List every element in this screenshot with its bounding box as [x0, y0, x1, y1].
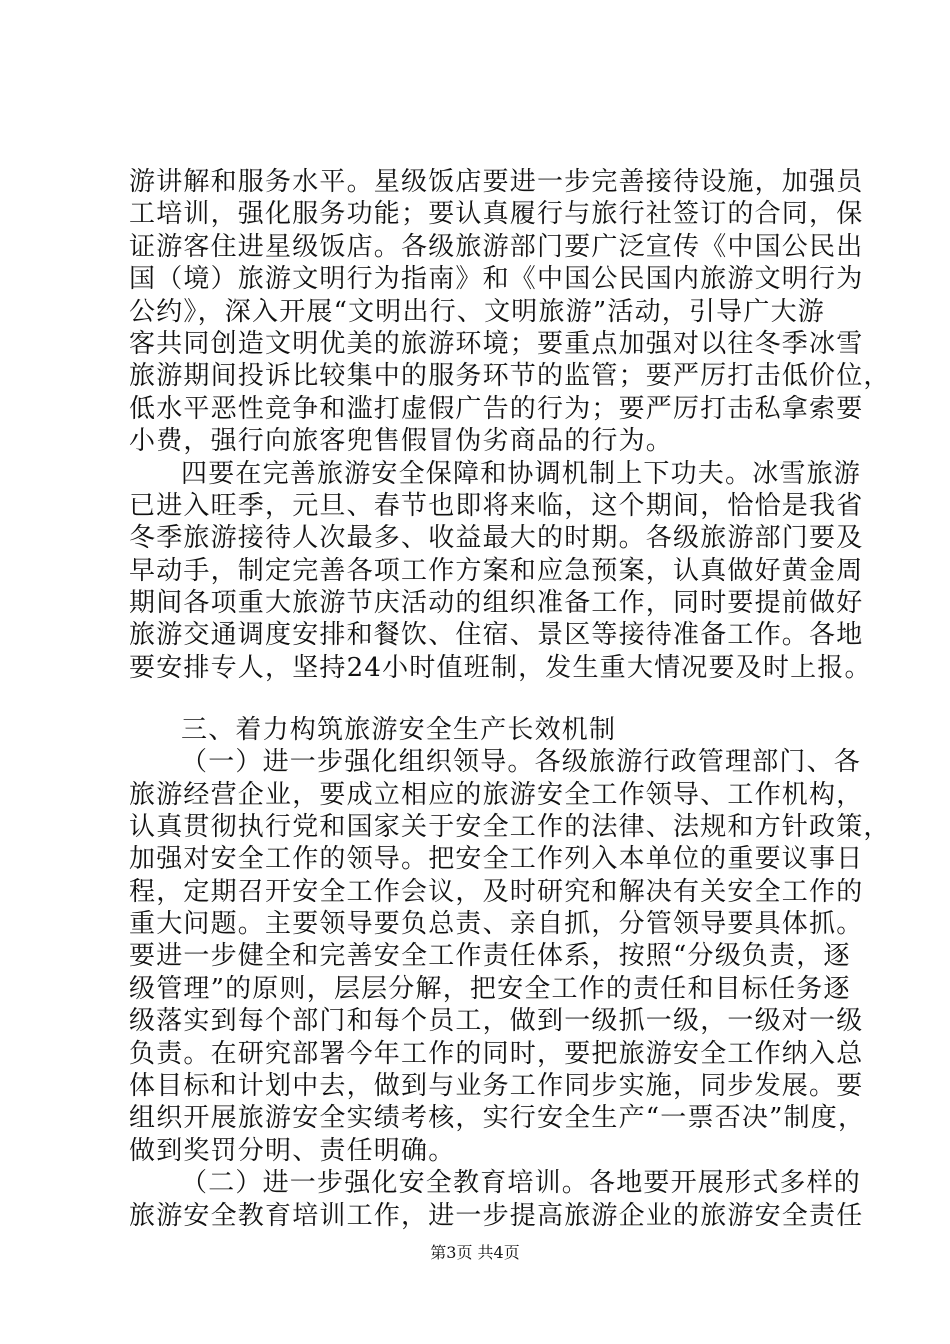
text-line: 加强对安全工作的领导。把安全工作列入本单位的重要议事日: [129, 844, 864, 874]
text-line: 做到奖罚分明、责任明确。: [129, 1136, 456, 1166]
paragraph-start-line: （一）进一步强化组织领导。各级旅游行政管理部门、各: [181, 747, 862, 777]
text-line: 旅游期间投诉比较集中的服务环节的监管；要严厉打击低价位，: [129, 361, 891, 391]
text-line: 负责。在研究部署今年工作的同时，要把旅游安全工作纳入总: [129, 1039, 864, 1069]
text-line: 客共同创造文明优美的旅游环境；要重点加强对以往冬季冰雪: [129, 329, 864, 359]
text-line: 体目标和计划中去，做到与业务工作同步实施，同步发展。要: [129, 1071, 864, 1101]
text-line: 旅游经营企业，要成立相应的旅游安全工作领导、工作机构，: [129, 780, 864, 810]
text-line: 游讲解和服务水平。星级饭店要进一步完善接待设施，加强员: [129, 167, 864, 197]
page-number-footer: 第3页 共4页: [430, 1243, 520, 1262]
text-line: 旅游安全教育培训工作，进一步提高旅游企业的旅游安全责任: [129, 1201, 864, 1231]
text-line: 冬季旅游接待人次最多、收益最大的时期。各级旅游部门要及: [129, 523, 864, 553]
text-line: 重大问题。主要领导要负总责、亲自抓，分管领导要具体抓。: [129, 909, 864, 939]
text-line: 期间各项重大旅游节庆活动的组织准备工作，同时要提前做好: [129, 588, 864, 618]
section-heading: 三、着力构筑旅游安全生产长效机制: [181, 715, 617, 745]
text-line: 小费，强行向旅客兜售假冒伪劣商品的行为。: [129, 426, 674, 456]
text-line: 程，定期召开安全工作会议，及时研究和解决有关安全工作的: [129, 877, 864, 907]
text-line: 已进入旺季，元旦、春节也即将来临，这个期间，恰恰是我省: [129, 491, 864, 521]
text-line: 认真贯彻执行党和国家关于安全工作的法律、法规和方针政策，: [129, 812, 891, 842]
text-line: 早动手，制定完善各项工作方案和应急预案，认真做好黄金周: [129, 556, 864, 586]
text-line: 公约》，深入开展“文明出行、文明旅游”活动，引导广大游: [129, 297, 825, 327]
text-line: 低水平恶性竞争和滥打虚假广告的行为；要严厉打击私拿索要: [129, 394, 864, 424]
text-line: 旅游交通调度安排和餐饮、住宿、景区等接待准备工作。各地: [129, 620, 864, 650]
text-line: 组织开展旅游安全实绩考核，实行安全生产“一票否决”制度，: [129, 1103, 866, 1133]
paragraph-start-line: （二）进一步强化安全教育培训。各地要开展形式多样的: [181, 1168, 862, 1198]
text-line: 要安排专人，坚持24小时值班制，发生重大情况要及时上报。: [129, 653, 872, 683]
text-line: 国（境）旅游文明行为指南》和《中国公民国内旅游文明行为: [129, 264, 864, 294]
paragraph-start-line: 四要在完善旅游安全保障和协调机制上下功夫。冰雪旅游: [181, 459, 862, 489]
text-line: 工培训，强化服务功能；要认真履行与旅行社签订的合同，保: [129, 199, 864, 229]
text-line: 级落实到每个部门和每个员工，做到一级抓一级，一级对一级: [129, 1006, 864, 1036]
text-line: 级管理”的原则，层层分解，把安全工作的责任和目标任务逐: [129, 974, 851, 1004]
text-line: 要进一步健全和完善安全工作责任体系，按照“分级负责，逐: [129, 941, 851, 971]
text-line: 证游客住进星级饭店。各级旅游部门要广泛宣传《中国公民出: [129, 232, 864, 262]
